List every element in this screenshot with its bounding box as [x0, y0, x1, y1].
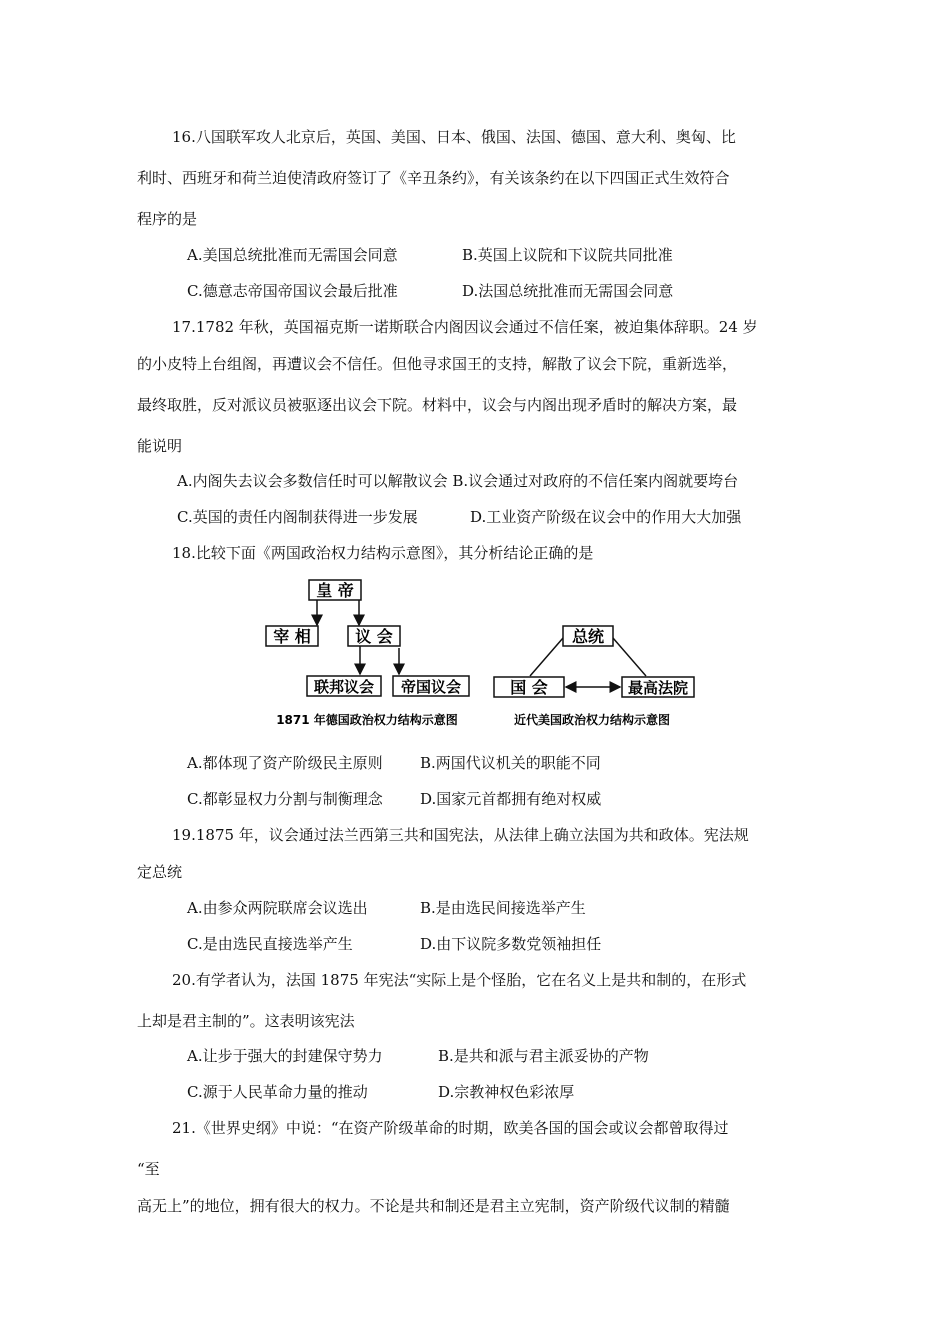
- q17-line-1: 17.1782 年秋，英国福克斯一诺斯联合内阁因议会通过不信任案，被迫集体辞职。24 岁: [172, 318, 758, 336]
- q16-line-2: 利时、西班牙和荷兰迫使清政府签订了《辛丑条约》，有关该条约在以下四国正式生效符合: [137, 169, 730, 187]
- q18-option-c: C.都彰显权力分割与制衡理念: [187, 790, 383, 808]
- q20-option-d: D.宗教神权色彩浓厚: [438, 1083, 575, 1101]
- caption-germany: 1871 年德国政治权力结构示意图: [276, 713, 458, 727]
- usa-diagram: [494, 626, 694, 697]
- q17-option-d: D.工业资产阶级在议会中的作用大大加强: [470, 508, 742, 526]
- q16-option-b: B.英国上议院和下议院共同批准: [462, 246, 673, 264]
- emperor-label: 皇 帝: [316, 581, 354, 600]
- q17-option-ab: A.内阁失去议会多数信任时可以解散议会 B.议会通过对政府的不信任案内阁就要垮台: [177, 472, 739, 490]
- q18-option-d: D.国家元首都拥有绝对权威: [420, 790, 602, 808]
- line-president-congress: [530, 638, 563, 676]
- q18-option-b: B.两国代议机关的职能不同: [420, 754, 601, 772]
- q19-option-c: C.是由选民直接选举产生: [187, 935, 353, 953]
- q16-option-a: A.美国总统批准而无需国会同意: [187, 246, 398, 264]
- congress-label: 国 会: [510, 678, 548, 697]
- q21-line-2: “至: [137, 1160, 160, 1178]
- q19-option-a: A.由参众两院联席会议选出: [187, 899, 368, 917]
- q16-option-c: C.德意志帝国帝国议会最后批准: [187, 282, 398, 300]
- q16-option-d: D.法国总统批准而无需国会同意: [462, 282, 674, 300]
- q17-line-3: 最终取胜，反对派议员被驱逐出议会下院。材料中，议会与内阁出现矛盾时的解决方案，最: [137, 396, 738, 414]
- president-label: 总统: [571, 627, 605, 646]
- q18-line-1: 18.比较下面《两国政治权力结构示意图》，其分析结论正确的是: [172, 544, 594, 562]
- q16-line-1: 16.八国联军攻人北京后，英国、美国、日本、俄国、法国、德国、意大利、奥匈、比: [172, 128, 736, 146]
- q19-line-1: 19.1875 年，议会通过法兰西第三共和国宪法，从法律上确立法国为共和政体。宪法规: [172, 826, 749, 844]
- q18-option-a: A.都体现了资产阶级民主原则: [187, 754, 383, 772]
- q20-line-2: 上却是君主制的”。这表明该宪法: [137, 1012, 355, 1030]
- court-label: 最高法院: [627, 679, 689, 697]
- line-president-court: [613, 638, 646, 676]
- caption-usa: 近代美国政治权力结构示意图: [513, 713, 671, 727]
- power-structure-diagram: [262, 576, 698, 732]
- q21-line-3: 高无上”的地位，拥有很大的权力。不论是共和制还是君主立宪制，资产阶级代议制的精髓: [137, 1197, 730, 1215]
- q20-option-c: C.源于人民革命力量的推动: [187, 1083, 368, 1101]
- germany-diagram: [266, 580, 469, 696]
- federal-council-label: 联邦议会: [313, 678, 375, 696]
- q20-option-b: B.是共和派与君主派妥协的产物: [438, 1047, 649, 1065]
- q17-line-2: 的小皮特上台组阁，再遭议会不信任。但他寻求国王的支持，解散了议会下院，重新选举，: [137, 355, 738, 373]
- q17-option-c: C.英国的责任内阁制获得进一步发展: [177, 508, 418, 526]
- q20-line-1: 20.有学者认为，法国 1875 年宪法“实际上是个怪胎，它在名义上是共和制的，在形式: [172, 971, 747, 989]
- chancellor-label: 宰 相: [273, 627, 311, 646]
- q19-line-2: 定总统: [137, 863, 183, 881]
- q19-option-d: D.由下议院多数党领袖担任: [420, 935, 602, 953]
- q19-option-b: B.是由选民间接选举产生: [420, 899, 586, 917]
- parliament-label: 议 会: [355, 627, 393, 646]
- q17-line-4: 能说明: [137, 437, 183, 455]
- q16-line-3: 程序的是: [137, 210, 198, 228]
- q21-line-1: 21.《世界史纲》中说：“在资产阶级革命的时期，欧美各国的国会或议会都曾取得过: [172, 1119, 729, 1137]
- imperial-diet-label: 帝国议会: [400, 678, 462, 696]
- q20-option-a: A.让步于强大的封建保守势力: [187, 1047, 383, 1065]
